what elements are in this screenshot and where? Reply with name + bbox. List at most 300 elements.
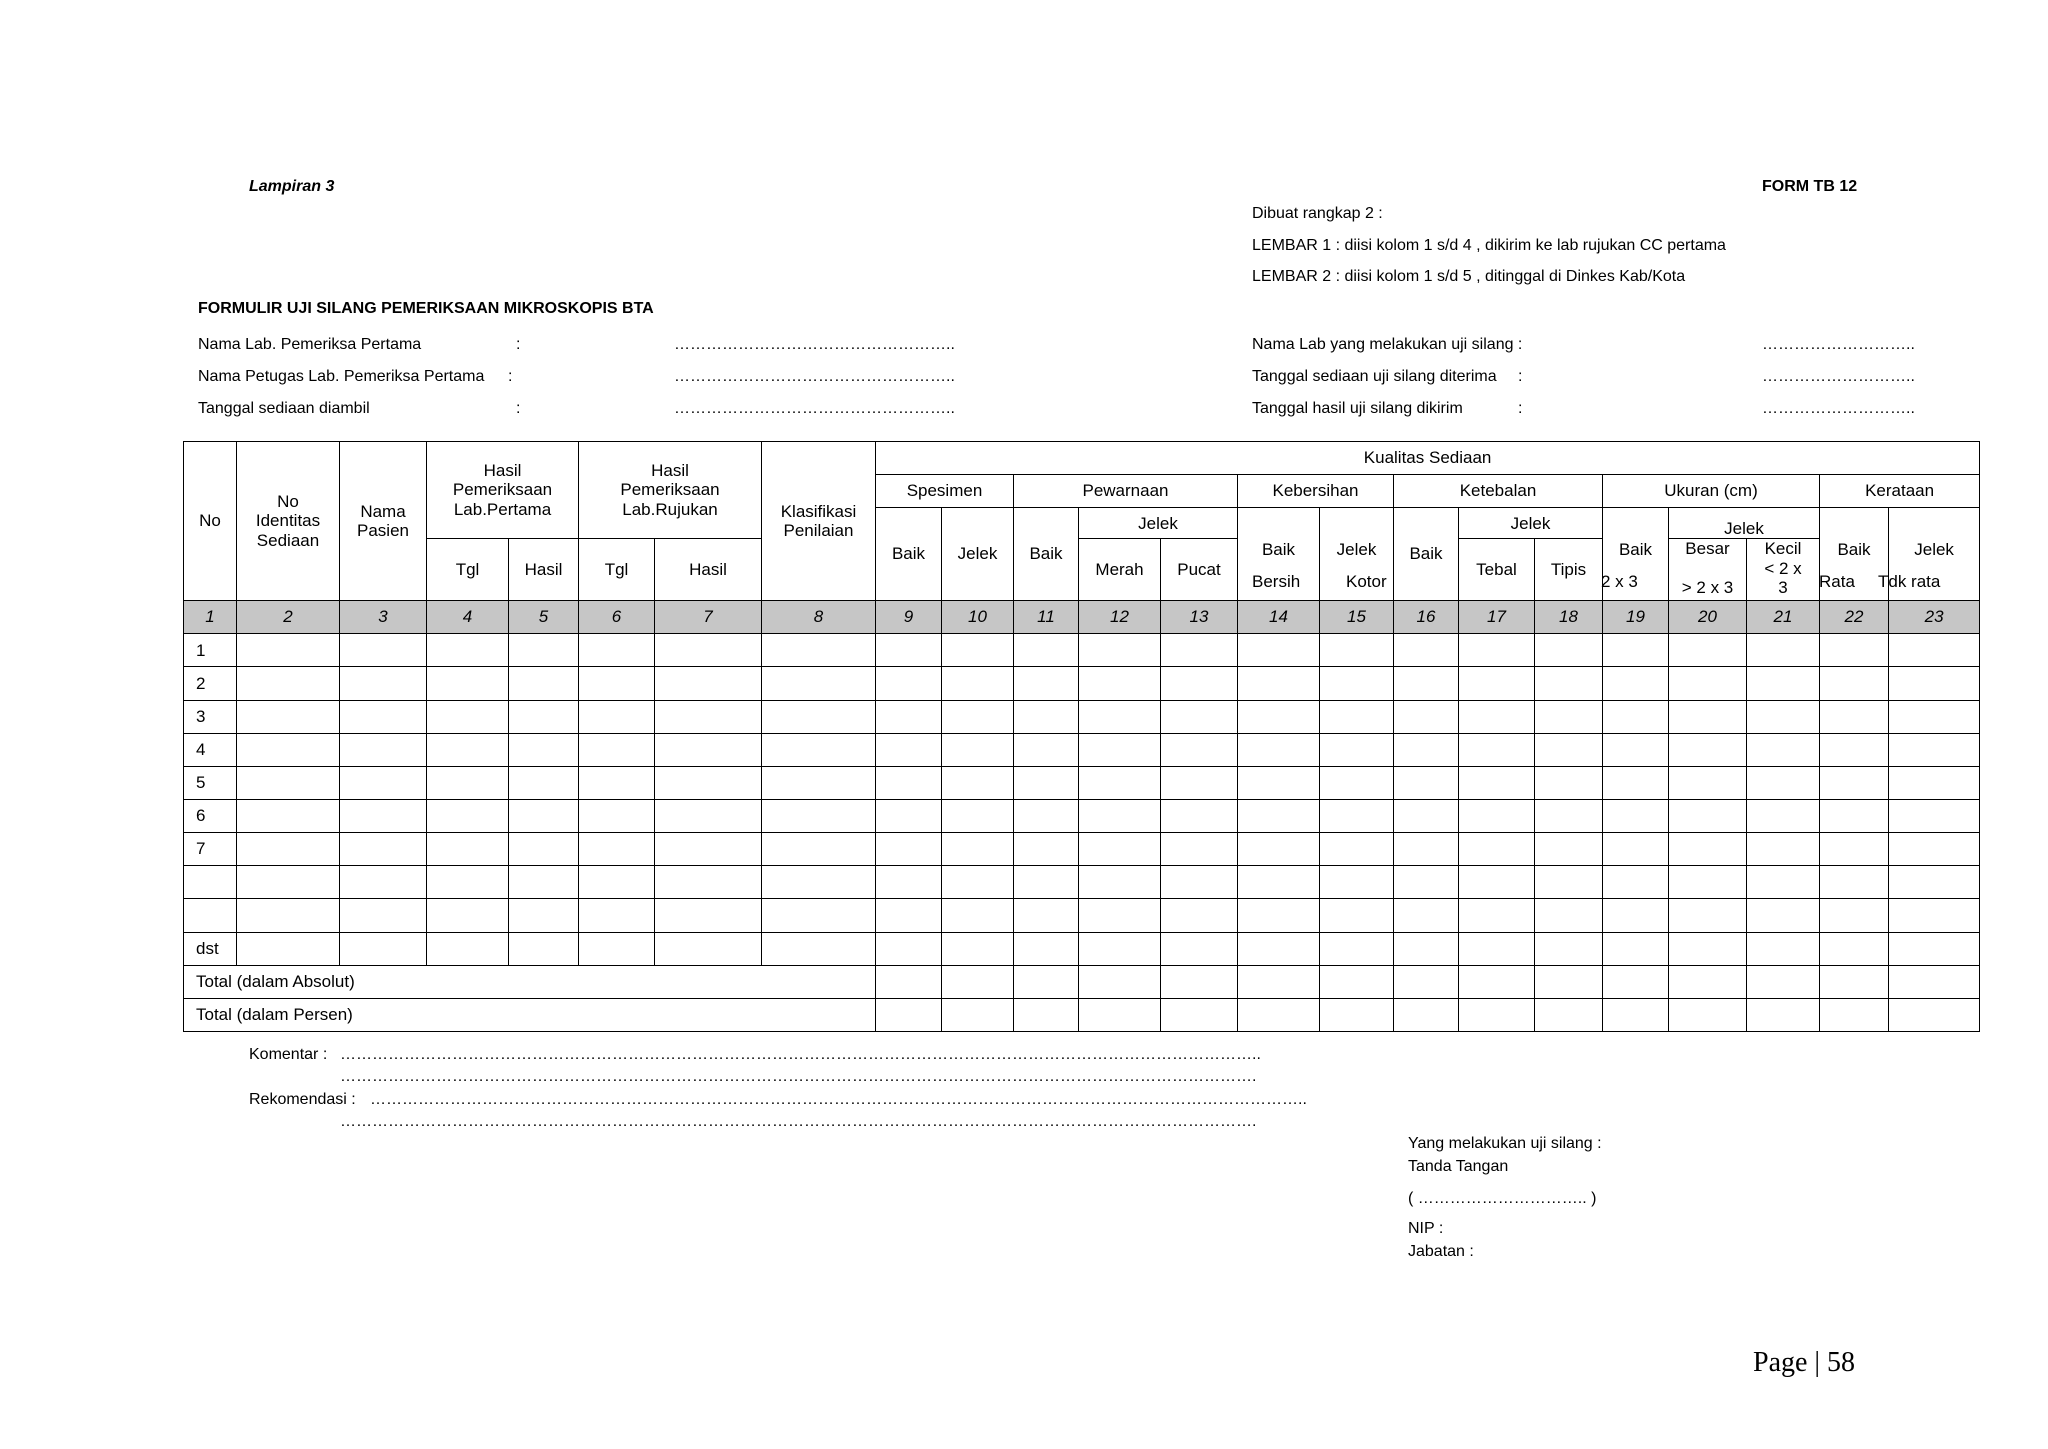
- table-cell[interactable]: [1459, 866, 1535, 899]
- table-cell[interactable]: [579, 667, 655, 700]
- table-cell[interactable]: [942, 899, 1014, 932]
- table-cell[interactable]: [1014, 833, 1079, 866]
- table-cell[interactable]: [762, 866, 876, 899]
- table-cell[interactable]: [1394, 833, 1459, 866]
- table-cell[interactable]: [579, 766, 655, 799]
- table-cell[interactable]: [1603, 766, 1669, 799]
- table-cell[interactable]: [579, 733, 655, 766]
- table-cell[interactable]: [579, 866, 655, 899]
- table-cell[interactable]: [1747, 634, 1820, 667]
- table-cell[interactable]: [1238, 998, 1320, 1031]
- table-cell[interactable]: [1014, 899, 1079, 932]
- field-dots[interactable]: ……………………………………………..: [674, 400, 955, 417]
- table-cell[interactable]: [1394, 965, 1459, 998]
- table-cell[interactable]: [1889, 700, 1980, 733]
- header-tipis: Tipis: [1535, 539, 1603, 601]
- table-cell[interactable]: [1320, 733, 1394, 766]
- table-cell[interactable]: [1161, 899, 1238, 932]
- table-cell[interactable]: [1014, 700, 1079, 733]
- table-cell[interactable]: [1161, 634, 1238, 667]
- table-cell[interactable]: [1459, 932, 1535, 965]
- table-cell[interactable]: [655, 799, 762, 832]
- table-cell[interactable]: [942, 733, 1014, 766]
- table-cell[interactable]: [1535, 634, 1603, 667]
- table-cell[interactable]: [1079, 634, 1161, 667]
- table-cell[interactable]: [1603, 667, 1669, 700]
- column-number: 15: [1320, 601, 1394, 634]
- table-row: [184, 766, 1980, 799]
- table-cell[interactable]: [1603, 965, 1669, 998]
- field-dots[interactable]: ………………………..: [1762, 400, 1915, 417]
- column-number: 22: [1820, 601, 1889, 634]
- table-cell[interactable]: [1394, 700, 1459, 733]
- table-cell[interactable]: [1161, 799, 1238, 832]
- table-cell[interactable]: [1459, 799, 1535, 832]
- komentar-dots[interactable]: ………………………………………………………………………………………………………………………………………………………..: [340, 1046, 1261, 1063]
- column-number: 14: [1238, 601, 1320, 634]
- header-klasifikasi: Klasifikasi Penilaian: [762, 442, 876, 601]
- table-cell[interactable]: [1535, 799, 1603, 832]
- table-cell[interactable]: [1889, 998, 1980, 1031]
- header-ketebalan: Ketebalan: [1394, 475, 1603, 508]
- table-cell[interactable]: [1394, 634, 1459, 667]
- table-cell[interactable]: [1014, 733, 1079, 766]
- table-cell[interactable]: [1394, 766, 1459, 799]
- table-cell[interactable]: [427, 866, 509, 899]
- table-cell[interactable]: [509, 766, 579, 799]
- table-cell[interactable]: [1014, 667, 1079, 700]
- table-cell[interactable]: [1535, 932, 1603, 965]
- row-number: [184, 899, 237, 932]
- table-cell[interactable]: [942, 667, 1014, 700]
- table-cell[interactable]: [762, 766, 876, 799]
- table-cell[interactable]: [1079, 965, 1161, 998]
- page-number: Page | 58: [1753, 1347, 1856, 1378]
- table-cell[interactable]: [942, 799, 1014, 832]
- table-cell[interactable]: [340, 866, 427, 899]
- table-cell[interactable]: [579, 899, 655, 932]
- table-cell[interactable]: [1079, 833, 1161, 866]
- table-cell[interactable]: [1889, 799, 1980, 832]
- table-cell[interactable]: [1747, 799, 1820, 832]
- table-cell[interactable]: [1603, 932, 1669, 965]
- table-cell[interactable]: [1603, 634, 1669, 667]
- table-cell[interactable]: [1079, 667, 1161, 700]
- table-cell[interactable]: [1394, 866, 1459, 899]
- table-cell[interactable]: [876, 833, 942, 866]
- table-cell[interactable]: [655, 667, 762, 700]
- table-cell[interactable]: [1820, 799, 1889, 832]
- column-number: 1: [184, 601, 237, 634]
- table-cell[interactable]: [237, 899, 340, 932]
- table-cell[interactable]: [427, 667, 509, 700]
- table-cell[interactable]: [1889, 899, 1980, 932]
- table-cell[interactable]: [876, 766, 942, 799]
- table-cell[interactable]: [942, 998, 1014, 1031]
- table-cell[interactable]: [1747, 965, 1820, 998]
- table-cell[interactable]: [876, 965, 942, 998]
- table-cell[interactable]: [655, 733, 762, 766]
- rekomendasi-dots[interactable]: …………………………………………………………………………………………………………………………………………………………..: [370, 1091, 1307, 1108]
- table-cell[interactable]: [942, 634, 1014, 667]
- field-dots[interactable]: ………………………..: [1762, 336, 1915, 353]
- table-cell[interactable]: [509, 866, 579, 899]
- table-cell[interactable]: [340, 799, 427, 832]
- table-cell[interactable]: [1459, 998, 1535, 1031]
- table-cell[interactable]: [1669, 766, 1747, 799]
- header-kualitas-sediaan: Kualitas Sediaan: [876, 442, 1980, 475]
- table-cell[interactable]: [1014, 998, 1079, 1031]
- table-cell[interactable]: [1889, 866, 1980, 899]
- table-cell[interactable]: [509, 899, 579, 932]
- table-cell[interactable]: [1747, 866, 1820, 899]
- field-colon: :: [1518, 400, 1523, 417]
- table-cell[interactable]: [340, 766, 427, 799]
- table-cell[interactable]: [340, 899, 427, 932]
- table-cell[interactable]: [762, 799, 876, 832]
- table-cell[interactable]: [1161, 965, 1238, 998]
- table-cell[interactable]: [1669, 899, 1747, 932]
- header-pewarnaan-jelek: Jelek: [1079, 508, 1238, 539]
- table-cell[interactable]: [340, 932, 427, 965]
- table-cell[interactable]: [1238, 833, 1320, 866]
- table-cell[interactable]: [1889, 667, 1980, 700]
- table-cell[interactable]: [1889, 833, 1980, 866]
- header-spesimen-jelek: Jelek: [942, 508, 1014, 601]
- table-cell[interactable]: [876, 634, 942, 667]
- form-code: FORM TB 12: [1762, 178, 1858, 195]
- table-cell[interactable]: [1079, 866, 1161, 899]
- table-cell[interactable]: [340, 733, 427, 766]
- table-cell[interactable]: [1747, 766, 1820, 799]
- table-cell[interactable]: [340, 634, 427, 667]
- table-cell[interactable]: [1320, 899, 1394, 932]
- table-cell[interactable]: [1669, 634, 1747, 667]
- table-cell[interactable]: [1535, 667, 1603, 700]
- table-cell[interactable]: [1079, 733, 1161, 766]
- table-cell[interactable]: [1820, 965, 1889, 998]
- table-cell[interactable]: [1394, 998, 1459, 1031]
- table-cell[interactable]: [1747, 932, 1820, 965]
- table-cell[interactable]: [1459, 700, 1535, 733]
- table-cell[interactable]: [1079, 932, 1161, 965]
- table-cell[interactable]: [876, 700, 942, 733]
- row-number: 3: [184, 700, 237, 733]
- table-cell[interactable]: [1889, 766, 1980, 799]
- table-cell[interactable]: [876, 799, 942, 832]
- table-cell[interactable]: [1014, 866, 1079, 899]
- table-cell[interactable]: [1394, 932, 1459, 965]
- table-cell[interactable]: [509, 667, 579, 700]
- table-cell[interactable]: [237, 799, 340, 832]
- table-cell[interactable]: [1669, 866, 1747, 899]
- table-row: [184, 667, 1980, 700]
- table-cell[interactable]: [579, 634, 655, 667]
- table-cell[interactable]: [1459, 634, 1535, 667]
- header-merah: Merah: [1079, 539, 1161, 601]
- table-cell[interactable]: [1747, 833, 1820, 866]
- table-cell[interactable]: [509, 833, 579, 866]
- field-colon: :: [516, 336, 521, 353]
- table-cell[interactable]: [1238, 866, 1320, 899]
- table-cell[interactable]: [1669, 700, 1747, 733]
- table-cell[interactable]: [942, 932, 1014, 965]
- table-cell[interactable]: [1238, 667, 1320, 700]
- table-cell[interactable]: [509, 932, 579, 965]
- table-cell[interactable]: [1320, 866, 1394, 899]
- table-cell[interactable]: [1820, 634, 1889, 667]
- table-cell[interactable]: [1820, 833, 1889, 866]
- table-cell[interactable]: [1394, 899, 1459, 932]
- rekomendasi-dots-2[interactable]: ……………………………………………………………………………………………………………………………………………………….: [340, 1113, 1257, 1130]
- column-number: 16: [1394, 601, 1459, 634]
- table-cell[interactable]: [1535, 833, 1603, 866]
- table-cell[interactable]: [876, 866, 942, 899]
- table-cell[interactable]: [1238, 899, 1320, 932]
- table-cell[interactable]: [1320, 799, 1394, 832]
- table-cell[interactable]: [509, 799, 579, 832]
- table-cell[interactable]: [876, 899, 942, 932]
- column-number: 11: [1014, 601, 1079, 634]
- header-2x3: 2 x 3: [1601, 572, 1638, 591]
- table-cell[interactable]: [942, 833, 1014, 866]
- table-cell[interactable]: [1014, 634, 1079, 667]
- table-cell[interactable]: [762, 833, 876, 866]
- table-cell[interactable]: [237, 833, 340, 866]
- table-cell[interactable]: [427, 799, 509, 832]
- table-cell[interactable]: [655, 634, 762, 667]
- table-cell[interactable]: [579, 833, 655, 866]
- table-cell[interactable]: [1320, 766, 1394, 799]
- table-cell[interactable]: [1535, 766, 1603, 799]
- table-cell[interactable]: [1747, 667, 1820, 700]
- table-cell[interactable]: [340, 700, 427, 733]
- table-cell[interactable]: [1603, 998, 1669, 1031]
- table-cell[interactable]: [655, 932, 762, 965]
- header-ukuran-baik: Baik: [1603, 508, 1669, 601]
- table-cell[interactable]: [579, 932, 655, 965]
- table-cell[interactable]: [1014, 965, 1079, 998]
- table-cell[interactable]: [1079, 799, 1161, 832]
- table-cell[interactable]: [509, 634, 579, 667]
- table-cell[interactable]: [1238, 766, 1320, 799]
- form-title: FORMULIR UJI SILANG PEMERIKSAAN MIKROSKOPIS BTA: [198, 300, 654, 317]
- field-colon: :: [1518, 368, 1523, 385]
- table-cell[interactable]: [655, 766, 762, 799]
- table-cell[interactable]: [942, 700, 1014, 733]
- table-cell[interactable]: [1459, 833, 1535, 866]
- table-cell[interactable]: [1320, 634, 1394, 667]
- table-cell[interactable]: [237, 700, 340, 733]
- table-cell[interactable]: [1747, 998, 1820, 1031]
- table-cell[interactable]: [1889, 634, 1980, 667]
- table-cell[interactable]: [340, 833, 427, 866]
- note-lembar-1: LEMBAR 1 : diisi kolom 1 s/d 4 , dikirim ke lab rujukan CC pertama: [1252, 237, 1726, 254]
- table-cell[interactable]: [1535, 998, 1603, 1031]
- table-cell[interactable]: [427, 634, 509, 667]
- table-cell[interactable]: [762, 667, 876, 700]
- table-cell[interactable]: [579, 700, 655, 733]
- table-cell[interactable]: [1014, 932, 1079, 965]
- table-cell[interactable]: [1161, 766, 1238, 799]
- signature-name-field[interactable]: ( ………………………….. ): [1408, 1190, 1597, 1207]
- table-cell[interactable]: [1161, 700, 1238, 733]
- table-cell[interactable]: [1669, 833, 1747, 866]
- field-dots[interactable]: ……………………………………………..: [674, 368, 955, 385]
- table-cell[interactable]: [1014, 799, 1079, 832]
- table-cell[interactable]: [1161, 833, 1238, 866]
- table-cell[interactable]: [1889, 965, 1980, 998]
- table-cell[interactable]: [1320, 833, 1394, 866]
- komentar-dots-2[interactable]: ……………………………………………………………………………………………………………………………………………………….: [340, 1068, 1257, 1085]
- table-cell[interactable]: [509, 733, 579, 766]
- table-cell[interactable]: [1747, 899, 1820, 932]
- table-cell[interactable]: [1535, 700, 1603, 733]
- table-cell[interactable]: [340, 667, 427, 700]
- table-cell[interactable]: [1161, 733, 1238, 766]
- table-cell[interactable]: [1161, 998, 1238, 1031]
- table-cell[interactable]: [1459, 965, 1535, 998]
- table-cell[interactable]: [579, 799, 655, 832]
- table-cell[interactable]: [1238, 965, 1320, 998]
- table-cell[interactable]: [655, 866, 762, 899]
- table-cell[interactable]: [942, 965, 1014, 998]
- table-cell[interactable]: [1603, 700, 1669, 733]
- table-cell[interactable]: [1603, 833, 1669, 866]
- table-cell[interactable]: [1820, 866, 1889, 899]
- table-cell[interactable]: [1079, 766, 1161, 799]
- table-cell[interactable]: [762, 932, 876, 965]
- table-cell[interactable]: [1889, 733, 1980, 766]
- table-cell[interactable]: [1603, 899, 1669, 932]
- table-cell[interactable]: [1535, 899, 1603, 932]
- table-cell[interactable]: [1459, 667, 1535, 700]
- table-cell[interactable]: [1603, 733, 1669, 766]
- table-cell[interactable]: [762, 733, 876, 766]
- table-cell[interactable]: [762, 700, 876, 733]
- table-cell[interactable]: [1320, 932, 1394, 965]
- table-cell[interactable]: [427, 932, 509, 965]
- table-cell[interactable]: [762, 899, 876, 932]
- table-cell[interactable]: [1669, 998, 1747, 1031]
- row-number: 2: [184, 667, 237, 700]
- column-number: 20: [1669, 601, 1747, 634]
- header-spesimen: Spesimen: [876, 475, 1014, 508]
- table-cell[interactable]: [942, 866, 1014, 899]
- table-cell[interactable]: [1238, 634, 1320, 667]
- table-cell[interactable]: [1535, 866, 1603, 899]
- table-cell[interactable]: [1820, 899, 1889, 932]
- table-cell[interactable]: [1820, 667, 1889, 700]
- table-cell[interactable]: [1889, 932, 1980, 965]
- field-dots[interactable]: ………………………..: [1762, 368, 1915, 385]
- table-cell[interactable]: [1079, 700, 1161, 733]
- field-dots[interactable]: ……………………………………………..: [674, 336, 955, 353]
- column-number: 4: [427, 601, 509, 634]
- table-cell[interactable]: [1820, 766, 1889, 799]
- table-cell[interactable]: [762, 634, 876, 667]
- table-cell[interactable]: [1820, 932, 1889, 965]
- table-cell[interactable]: [1669, 965, 1747, 998]
- column-number: 12: [1079, 601, 1161, 634]
- table-cell[interactable]: [655, 899, 762, 932]
- table-cell[interactable]: [1820, 998, 1889, 1031]
- header-tgl-pertama: Tgl: [427, 539, 509, 601]
- table-cell[interactable]: [237, 733, 340, 766]
- field-label: Tanggal sediaan uji silang diterima: [1252, 368, 1497, 385]
- table-cell[interactable]: [1238, 799, 1320, 832]
- column-number: 5: [509, 601, 579, 634]
- table-cell[interactable]: [1459, 899, 1535, 932]
- table-cell[interactable]: [1535, 733, 1603, 766]
- table-cell[interactable]: [1394, 799, 1459, 832]
- table-cell[interactable]: [1394, 667, 1459, 700]
- table-cell[interactable]: [1238, 932, 1320, 965]
- table-cell[interactable]: [1669, 667, 1747, 700]
- table-cell[interactable]: [876, 733, 942, 766]
- table-cell[interactable]: [237, 667, 340, 700]
- table-cell[interactable]: [1238, 733, 1320, 766]
- table-cell[interactable]: [876, 667, 942, 700]
- table-cell[interactable]: [1669, 799, 1747, 832]
- table-cell[interactable]: [655, 833, 762, 866]
- table-cell[interactable]: [427, 700, 509, 733]
- table-cell[interactable]: [1320, 700, 1394, 733]
- table-cell[interactable]: [1669, 932, 1747, 965]
- table-cell[interactable]: [1669, 733, 1747, 766]
- table-cell[interactable]: [427, 766, 509, 799]
- table-cell[interactable]: [237, 866, 340, 899]
- column-number: 8: [762, 601, 876, 634]
- table-cell[interactable]: [876, 998, 942, 1031]
- table-cell[interactable]: [1079, 899, 1161, 932]
- table-cell[interactable]: [1820, 733, 1889, 766]
- table-cell[interactable]: [1161, 667, 1238, 700]
- table-cell[interactable]: [1603, 866, 1669, 899]
- table-cell[interactable]: [1320, 998, 1394, 1031]
- signature-title: Yang melakukan uji silang :: [1408, 1135, 1602, 1152]
- row-number: 6: [184, 799, 237, 832]
- table-cell[interactable]: [237, 932, 340, 965]
- table-cell[interactable]: [237, 634, 340, 667]
- table-cell[interactable]: [509, 700, 579, 733]
- table-cell[interactable]: [1459, 733, 1535, 766]
- table-cell[interactable]: [427, 733, 509, 766]
- table-cell[interactable]: [1820, 700, 1889, 733]
- header-kerataan-baik: Baik: [1820, 508, 1889, 601]
- table-cell[interactable]: [427, 833, 509, 866]
- table-cell[interactable]: [1603, 799, 1669, 832]
- table-cell[interactable]: [237, 766, 340, 799]
- table-cell[interactable]: [1014, 766, 1079, 799]
- table-cell[interactable]: [1747, 733, 1820, 766]
- table-cell[interactable]: [655, 700, 762, 733]
- table-cell[interactable]: [1747, 700, 1820, 733]
- table-cell[interactable]: [1320, 965, 1394, 998]
- table-cell[interactable]: [1079, 998, 1161, 1031]
- table-cell[interactable]: [1161, 932, 1238, 965]
- table-cell[interactable]: [427, 899, 509, 932]
- table-cell[interactable]: [1394, 733, 1459, 766]
- table-cell[interactable]: [1535, 965, 1603, 998]
- row-number: 4: [184, 733, 237, 766]
- table-cell[interactable]: [1320, 667, 1394, 700]
- table-cell[interactable]: [1238, 700, 1320, 733]
- table-cell[interactable]: [942, 766, 1014, 799]
- table-cell[interactable]: [1161, 866, 1238, 899]
- table-cell[interactable]: [876, 932, 942, 965]
- table-cell[interactable]: [1459, 766, 1535, 799]
